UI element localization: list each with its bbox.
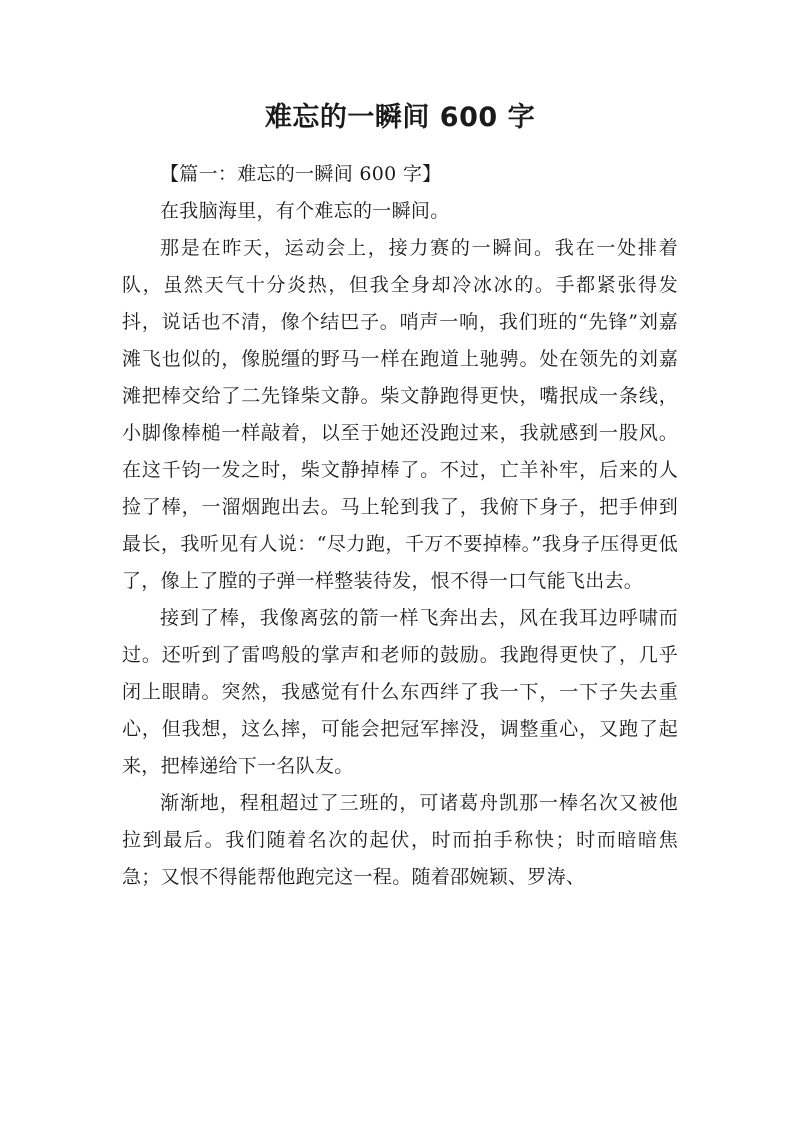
paragraph-1: 在我脑海里，有个难忘的一瞬间。 (160, 200, 450, 222)
paragraph-4: 渐渐地，程租超过了三班的，可诸葛舟凯那一棒名次又被他拉到最后。我们随着名次的起伏，时而拍手称快；时而暗暗焦急；又恨不得能帮他跑完这一程。随着邵婉颖、罗涛、 (122, 792, 678, 888)
document-title: 难忘的一瞬间 600 字 (264, 102, 536, 133)
document-body (122, 156, 678, 896)
paragraph-3: 接到了棒，我像离弦的箭一样飞奔出去，风在我耳边呼啸而过。还听到了雷鸣般的掌声和老师的鼓励。我跑得更快了，几乎闭上眼睛。突然，我感觉有什么东西绊了我一下，一下子失去重心，但我想，这么摔，可能会把冠军摔没，调整重心，又跑了起来，把棒递给下一名队友。 (122, 607, 678, 777)
paragraph-2: 那是在昨天，运动会上，接力赛的一瞬间。我在一处排着队，虽然天气十分炎热，但我全身却冷冰冰的。手都紧张得发抖，说话也不清，像个结巴子。哨声一响，我们班的“先锋”刘嘉滩飞也似的，像脱缰的野马一样在跑道上驰骋。处在领先的刘嘉滩把棒交给了二先锋柴文静。柴文静跑得更快，嘴抿成一条线，小脚像棒槌一样敲着，以至于她还没跑过来，我就感到一股风。在这千钧一发之时，柴文静掉棒了。不过，亡羊补牢，后来的人捡了棒，一溜烟跑出去。马上轮到我了，我俯下身子，把手伸到最长，我听见有人说：“尽力跑，千万不要掉棒。”我身子压得更低了，像上了膛的子弹一样整装待发，恨不得一口气能飞出去。 (122, 237, 678, 592)
section-heading: 【篇一：难忘的一瞬间 600 字】 (160, 163, 442, 185)
